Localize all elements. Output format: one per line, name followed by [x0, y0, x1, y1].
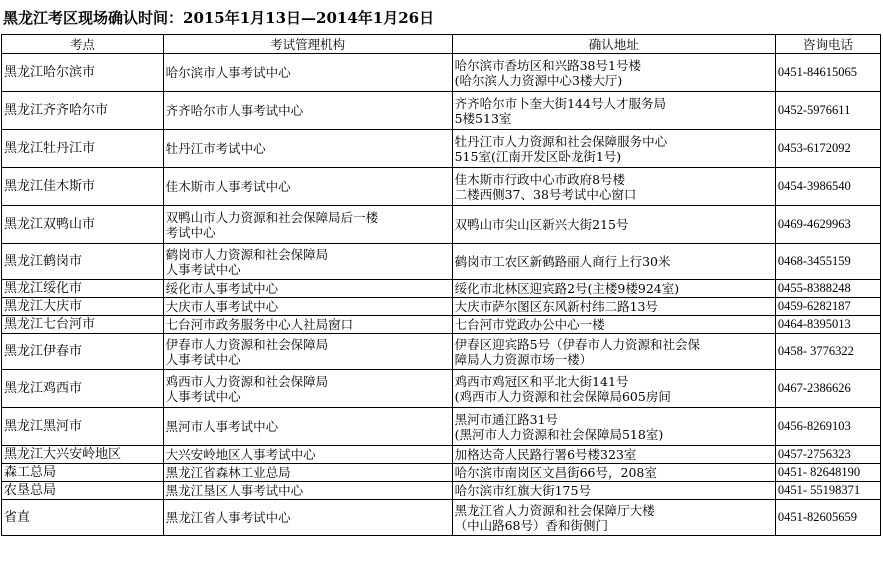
- table-row: [2, 500, 881, 536]
- cell-site: 黑龙江佳木斯市: [2, 168, 164, 206]
- cell-address-line: 黑河市通江路31号: [454, 411, 558, 427]
- cell-org-line: 齐齐哈尔市人事考试中心: [165, 103, 304, 118]
- cell-org: [163, 280, 452, 298]
- cell-address: [452, 408, 775, 446]
- cell-address-line: 二楼西侧37、38号考试中心窗口: [454, 186, 637, 202]
- cell-site: 黑龙江鹤岗市: [2, 244, 164, 280]
- cell-phone: 0452-5976611: [775, 92, 880, 130]
- cell-address-line: 5楼513室: [454, 110, 512, 126]
- cell-address-line: 双鸭山市尖山区新兴大街215号: [454, 217, 629, 232]
- cell-org: [163, 446, 452, 464]
- cell-address-line: 鹤岗市工农区新鹤路丽人商行上行30米: [454, 254, 671, 269]
- cell-phone: 0451- 82648190: [775, 464, 880, 482]
- header-address: 确认地址: [452, 35, 775, 54]
- cell-address: [452, 206, 775, 244]
- cell-org: [163, 482, 452, 500]
- page-title: 黑龙江考区现场确认时间：2015年1月13日—2014年1月26日: [3, 9, 435, 27]
- header-site: 考点: [2, 35, 164, 54]
- cell-org: [163, 54, 452, 92]
- cell-address: [452, 168, 775, 206]
- cell-address: [452, 280, 775, 298]
- cell-address: [452, 482, 775, 500]
- table-row: [2, 244, 881, 280]
- cell-site: 黑龙江鸡西市: [2, 370, 164, 408]
- cell-address: [452, 92, 775, 130]
- cell-phone: 0459-6282187: [775, 298, 880, 316]
- cell-org-line: 鹤岗市人力资源和社会保障局: [165, 246, 329, 262]
- cell-site: 黑龙江伊春市: [2, 334, 164, 370]
- cell-org-line: 佳木斯市人事考试中心: [165, 179, 291, 194]
- table-header-row: [2, 35, 881, 54]
- cell-address-line: (哈尔滨人力资源中心3楼大厅): [454, 72, 623, 88]
- cell-org-line: 哈尔滨市人事考试中心: [165, 65, 291, 80]
- cell-site: 黑龙江大庆市: [2, 298, 164, 316]
- cell-address-line: 齐齐哈尔市卜奎大街144号人才服务局: [454, 95, 666, 111]
- cell-phone: 0453-6172092: [775, 130, 880, 168]
- table-row: [2, 316, 881, 334]
- header-phone: 咨询电话: [775, 35, 880, 54]
- cell-address-line: 515室(江南开发区卧龙街1号): [454, 148, 622, 164]
- cell-phone: 0451- 55198371: [775, 482, 880, 500]
- cell-phone: 0469-4629963: [775, 206, 880, 244]
- cell-address-line: 伊春区迎宾路5号（伊春市人力资源和社会保: [454, 336, 701, 352]
- table-row: [2, 92, 881, 130]
- cell-org-line: 七台河市政务服务中心人社局窗口: [165, 317, 354, 332]
- cell-address-line: 加格达奇人民路行署6号楼323室: [454, 447, 637, 462]
- cell-phone: 0467-2386626: [775, 370, 880, 408]
- cell-address: [452, 298, 775, 316]
- table-row: [2, 168, 881, 206]
- table-row: [2, 130, 881, 168]
- cell-org-line: 大兴安岭地区人事考试中心: [165, 447, 316, 462]
- table-row: [2, 482, 881, 500]
- cell-org: [163, 370, 452, 408]
- cell-address-line: 绥化市北林区迎宾路2号(主楼9楼924室): [454, 281, 680, 296]
- cell-org: [163, 500, 452, 536]
- cell-site: 黑龙江大兴安岭地区: [2, 446, 164, 464]
- cell-org-line: 人事考试中心: [165, 351, 241, 367]
- cell-site: 黑龙江哈尔滨市: [2, 54, 164, 92]
- cell-phone: 0458- 3776322: [775, 334, 880, 370]
- cell-address-line: 障局人力资源市场一楼）: [454, 351, 593, 367]
- cell-org-line: 人事考试中心: [165, 261, 241, 277]
- cell-org-line: 双鸭山市人力资源和社会保障局后一楼: [165, 209, 379, 225]
- cell-org: [163, 168, 452, 206]
- cell-org: [163, 244, 452, 280]
- table-row: [2, 408, 881, 446]
- cell-phone: 0464-8395013: [775, 316, 880, 334]
- cell-address-line: (黑河市人力资源和社会保障局518室): [454, 426, 664, 442]
- cell-site: 农垦总局: [2, 482, 164, 500]
- cell-org: [163, 206, 452, 244]
- cell-address: [452, 54, 775, 92]
- table-row: [2, 206, 881, 244]
- cell-org-line: 黑龙江垦区人事考试中心: [165, 483, 304, 498]
- cell-address-line: 佳木斯市行政中心市政府8号楼: [454, 171, 626, 187]
- cell-phone: 0456-8269103: [775, 408, 880, 446]
- cell-address: [452, 244, 775, 280]
- table-row: [2, 280, 881, 298]
- cell-site: 森工总局: [2, 464, 164, 482]
- cell-org: [163, 316, 452, 334]
- cell-site: 黑龙江齐齐哈尔市: [2, 92, 164, 130]
- cell-org: [163, 334, 452, 370]
- cell-address: [452, 316, 775, 334]
- cell-address-line: 黑龙江省人力资源和社会保障厅大楼: [454, 502, 655, 518]
- cell-org-line: 鸡西市人力资源和社会保障局: [165, 373, 329, 389]
- cell-phone: 0457-2756323: [775, 446, 880, 464]
- cell-address: [452, 130, 775, 168]
- header-org: 考试管理机构: [163, 35, 452, 54]
- cell-phone: 0455-8388248: [775, 280, 880, 298]
- cell-address-line: 哈尔滨市南岗区文昌街66号，208室: [454, 465, 657, 480]
- cell-address: [452, 500, 775, 536]
- cell-address: [452, 464, 775, 482]
- cell-org: [163, 298, 452, 316]
- cell-org-line: 黑龙江省人事考试中心: [165, 510, 291, 525]
- exam-confirmation-table: [1, 34, 881, 536]
- cell-site: 黑龙江双鸭山市: [2, 206, 164, 244]
- table-row: [2, 464, 881, 482]
- cell-org: [163, 408, 452, 446]
- cell-address-line: 鸡西市鸡冠区和平北大街141号: [454, 373, 629, 389]
- table-body: [2, 54, 881, 536]
- cell-site: 省直: [2, 500, 164, 536]
- table-row: [2, 334, 881, 370]
- cell-org-line: 牡丹江市考试中心: [165, 141, 266, 156]
- table-row: [2, 446, 881, 464]
- cell-phone: 0451-82605659: [775, 500, 880, 536]
- cell-site: 黑龙江黑河市: [2, 408, 164, 446]
- cell-address-line: 大庆市萨尔图区东风新村纬二路13号: [454, 299, 659, 314]
- cell-org-line: 黑龙江省森林工业总局: [165, 465, 291, 480]
- cell-address: [452, 446, 775, 464]
- cell-org: [163, 92, 452, 130]
- cell-org-line: 黑河市人事考试中心: [165, 419, 279, 434]
- cell-address: [452, 334, 775, 370]
- cell-address-line: (鸡西市人力资源和社会保障局605房间: [454, 388, 671, 404]
- cell-site: 黑龙江牡丹江市: [2, 130, 164, 168]
- cell-org-line: 人事考试中心: [165, 388, 241, 404]
- cell-address-line: （中山路68号）香和街侧门: [454, 517, 609, 533]
- cell-address-line: 哈尔滨市红旗大街175号: [454, 483, 591, 498]
- cell-phone: 0451-84615065: [775, 54, 880, 92]
- cell-site: 黑龙江七台河市: [2, 316, 164, 334]
- cell-org-line: 绥化市人事考试中心: [165, 281, 279, 296]
- cell-address-line: 哈尔滨市香坊区和兴路38号1号楼: [454, 57, 641, 73]
- cell-org-line: 大庆市人事考试中心: [165, 299, 279, 314]
- cell-org-line: 考试中心: [165, 224, 216, 240]
- cell-address: [452, 370, 775, 408]
- cell-address-line: 七台河市党政办公中心一楼: [454, 317, 605, 332]
- table-row: [2, 54, 881, 92]
- cell-phone: 0468-3455159: [775, 244, 880, 280]
- cell-org-line: 伊春市人力资源和社会保障局: [165, 336, 329, 352]
- cell-address-line: 牡丹江市人力资源和社会保障服务中心: [454, 133, 668, 149]
- table-row: [2, 370, 881, 408]
- cell-phone: 0454-3986540: [775, 168, 880, 206]
- cell-org: [163, 130, 452, 168]
- table-row: [2, 298, 881, 316]
- cell-org: [163, 464, 452, 482]
- cell-site: 黑龙江绥化市: [2, 280, 164, 298]
